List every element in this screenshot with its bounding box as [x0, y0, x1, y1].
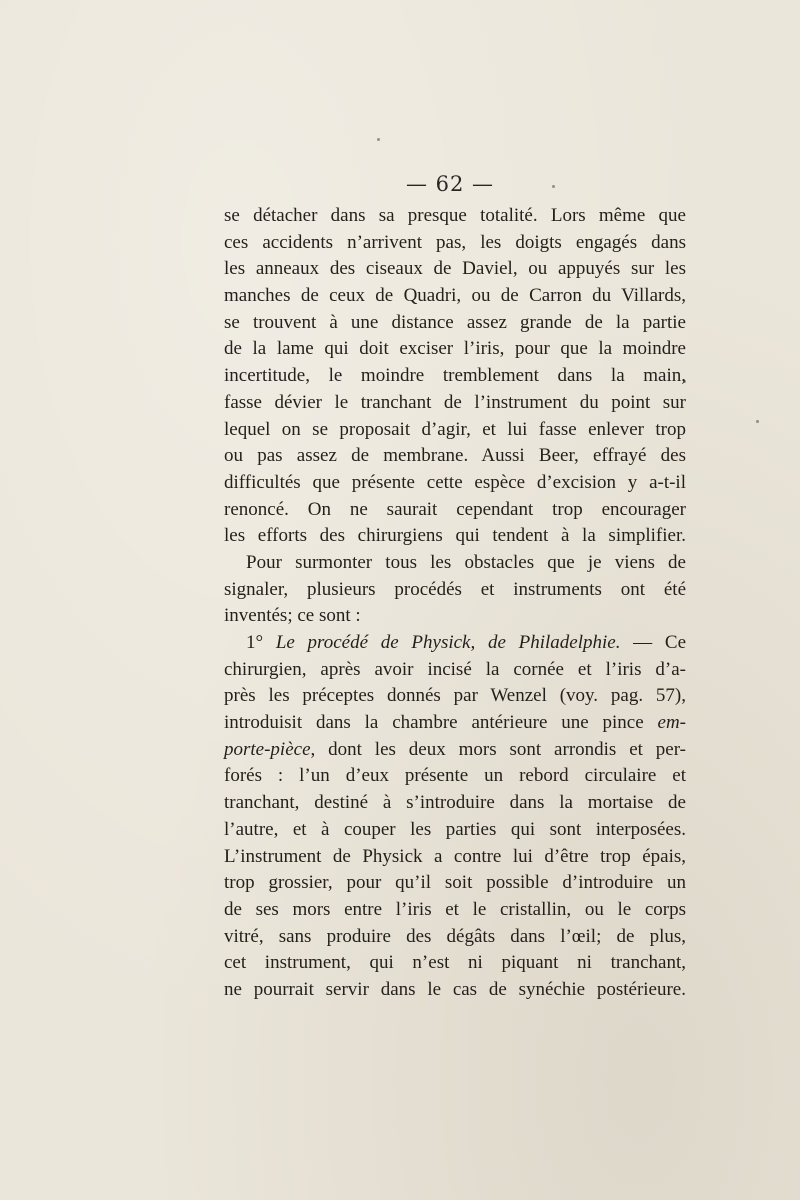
- text-segment: 1°: [246, 632, 276, 653]
- text-line: lequel on se proposait d’agir, et lui fasse enlever trop: [224, 418, 686, 440]
- text-line: les efforts des chirurgiens qui tendent à la simplifier.: [224, 525, 686, 547]
- text-line: Pour surmonter tous les obstacles que je viens de: [246, 551, 686, 573]
- text-line: ou pas assez de membrane. Aussi Beer, effrayé des: [224, 445, 686, 467]
- text-line: L’instrument de Physick a contre lui d’être trop épais,: [224, 845, 686, 867]
- text-line: ne pourrait servir dans le cas de synéchie postérieure.: [224, 978, 686, 1000]
- text-line: [224, 630, 686, 657]
- text-line: de ses mors entre l’iris et le cristallin, ou le corps: [224, 898, 686, 920]
- text-line: [224, 737, 686, 764]
- text-line: de la lame qui doit exciser l’iris, pour que la moindre: [224, 338, 686, 360]
- text-line: fasse dévier le tranchant de l’instrument du point sur: [224, 391, 686, 413]
- italic-text: Le procédé de Physick, de Philadelphie.: [275, 632, 621, 653]
- italic-text: porte-pièce: [224, 738, 311, 760]
- text-line: ces accidents n’arrivent pas, les doigts engagés dans: [224, 231, 686, 253]
- text-segment: introduisit dans la chambre antérieure une pince: [224, 712, 658, 734]
- text-line: se trouvent à une distance assez grande de la partie: [224, 311, 686, 333]
- text-line: incertitude, le moindre tremblement dans la main,: [224, 365, 686, 387]
- text-line: difficultés que présente cette espèce d’excision y a-t-il: [224, 471, 686, 493]
- text-line: trop grossier, pour qu’il soit possible d’introduire un: [224, 872, 686, 894]
- text-line: l’autre, et à couper les parties qui sont interposées.: [224, 818, 686, 840]
- text-line: vitré, sans produire des dégâts dans l’œil; de plus,: [224, 925, 686, 947]
- text-line: forés : l’un d’eux présente un rebord circulaire et: [224, 765, 686, 787]
- text-line: tranchant, destiné à s’introduire dans la mortaise de: [224, 792, 686, 814]
- ink-speck: [377, 138, 380, 141]
- text-line: renoncé. On ne saurait cependant trop encourager: [224, 498, 686, 520]
- page-number: — 62 —: [405, 172, 495, 196]
- body-text: [224, 203, 686, 1004]
- text-line: se détacher dans sa presque totalité. Lors même que: [224, 205, 686, 226]
- text-line: manches de ceux de Quadri, ou de Carron du Villards,: [224, 285, 686, 307]
- text-segment: , dont les deux mors sont arrondis et per-: [310, 738, 686, 760]
- ink-speck: [756, 420, 759, 423]
- text-line: cet instrument, qui n’est ni piquant ni tranchant,: [224, 952, 686, 974]
- text-line: inventés; ce sont :: [224, 605, 361, 627]
- text-line: chirurgien, après avoir incisé la cornée et l’iris d’a-: [224, 658, 686, 680]
- text-line: les anneaux des ciseaux de Daviel, ou appuyés sur les: [224, 258, 686, 280]
- text-segment: — Ce: [620, 632, 686, 653]
- italic-text: em-: [657, 712, 686, 734]
- text-line: signaler, plusieurs procédés et instruments ont été: [224, 578, 686, 600]
- text-line: [224, 710, 686, 737]
- text-line: près les préceptes donnés par Wenzel (voy. pag. 57),: [224, 685, 686, 707]
